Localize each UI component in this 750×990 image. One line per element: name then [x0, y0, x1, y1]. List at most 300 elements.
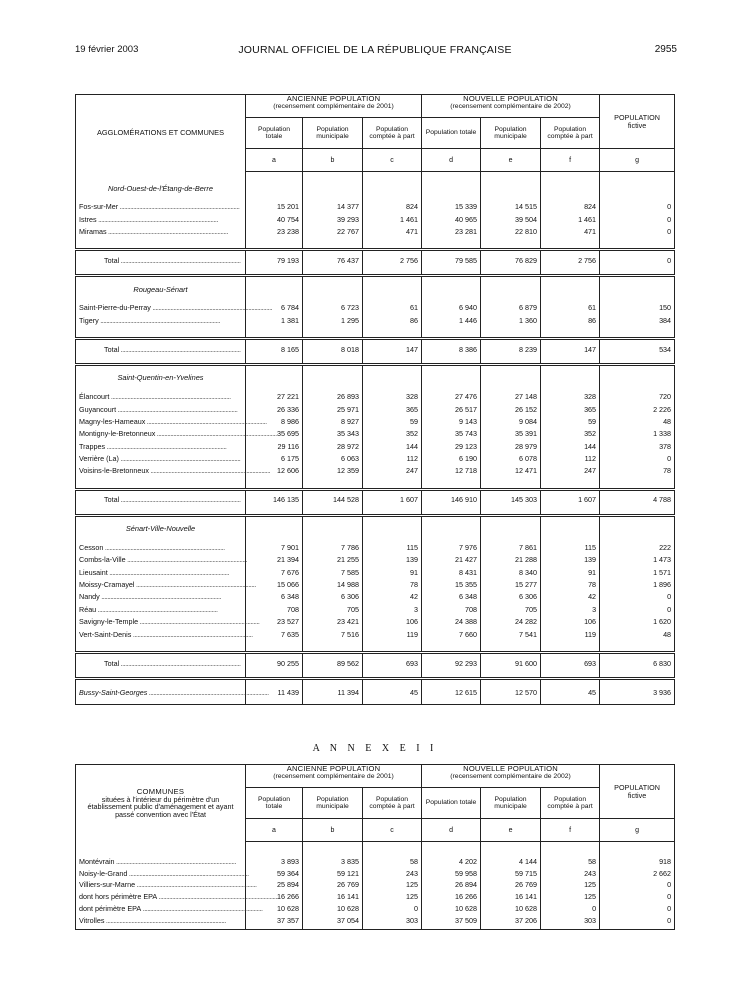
commune-name-cell: [76, 914, 246, 926]
value-cell-f: 352: [541, 428, 600, 440]
column-letter: g: [600, 149, 675, 172]
section-title-row: [76, 521, 675, 536]
section-title-row: [76, 181, 675, 196]
column-letter: a: [246, 149, 303, 172]
spacer-cell: [246, 370, 303, 385]
table-row: [76, 390, 675, 402]
value-cell-b: 37 054: [303, 914, 363, 926]
value-cell-g: 720: [600, 390, 675, 402]
value-cell-c: 139: [363, 554, 422, 566]
value-cell-c: 147: [363, 338, 422, 358]
population-table-1: [75, 94, 675, 705]
spacer-cell: [303, 370, 363, 385]
spacer-cell: [363, 700, 422, 704]
value-cell-c: 243: [363, 867, 422, 879]
leader-dots: ................................................................................: [105, 441, 227, 451]
value-cell-a: 10 628: [246, 903, 303, 915]
value-cell-d: 26 894: [422, 879, 481, 891]
value-cell-d: 8 386: [422, 338, 481, 358]
ancienne-population-header: [246, 765, 422, 788]
value-cell-b: 705: [303, 603, 363, 615]
leader-dots: ................................................................................: [98, 315, 220, 325]
value-cell-a: 23 238: [246, 225, 303, 237]
table-row: [76, 452, 675, 464]
spacer-row: [76, 842, 675, 856]
column-header-pop-totale: Population totale: [422, 788, 481, 819]
value-cell-g: 2 662: [600, 867, 675, 879]
commune-name: Montigny-le-Bretonneux: [79, 429, 156, 439]
value-cell-d: 12 718: [422, 465, 481, 477]
section-title-row: [76, 370, 675, 385]
value-cell-g: 0: [600, 591, 675, 603]
value-cell-a: 3 893: [246, 856, 303, 868]
value-cell-b: 16 141: [303, 891, 363, 903]
value-cell-g: 0: [600, 603, 675, 615]
value-cell-g: 1 896: [600, 578, 675, 590]
table-row: [76, 867, 675, 879]
spacer-cell: [481, 238, 541, 250]
commune-name: Réau: [79, 604, 97, 614]
commune-name: Total: [104, 255, 120, 265]
value-cell-g: 1 473: [600, 554, 675, 566]
leader-dots: ................................................................................: [104, 915, 226, 925]
value-cell-g: 1 620: [600, 616, 675, 628]
leader-dots: ................................................................................: [135, 880, 257, 890]
commune-name-cell: [76, 652, 246, 672]
spacer-cell: [363, 370, 422, 385]
value-cell-e: 6 879: [481, 302, 541, 314]
value-cell-d: 21 427: [422, 554, 481, 566]
value-cell-f: 45: [541, 684, 600, 700]
value-cell-a: 708: [246, 603, 303, 615]
value-cell-f: 1 461: [541, 213, 600, 225]
column-header-pop-municipale: Population municipale: [481, 118, 541, 149]
commune-name-cell: [76, 879, 257, 891]
leader-dots: ................................................................................: [96, 604, 218, 614]
value-cell-f: 365: [541, 403, 600, 415]
commune-name: Guyancourt: [79, 404, 117, 414]
value-cell-e: 26 152: [481, 403, 541, 415]
commune-name-cell: [76, 428, 277, 440]
commune-name: dont périmètre EPA: [79, 904, 142, 914]
commune-name-cell: [76, 591, 246, 603]
value-cell-e: 7 861: [481, 541, 541, 553]
spacer-cell: [76, 926, 246, 929]
value-cell-d: 10 628: [422, 903, 481, 915]
commune-name: Moissy-Cramayel: [79, 580, 135, 590]
value-cell-c: 119: [363, 628, 422, 640]
column-letter: d: [422, 819, 481, 842]
table-row: [76, 566, 675, 578]
spacer-row: [76, 326, 675, 338]
header-group-row: [76, 95, 675, 118]
leader-dots: ................................................................................: [118, 202, 240, 212]
value-cell-b: 26 893: [303, 390, 363, 402]
leader-dots: ................................................................................: [119, 344, 241, 354]
column-header-pop-totale: Population totale: [422, 118, 481, 149]
commune-name-cell: [76, 628, 253, 640]
value-cell-b: 21 255: [303, 554, 363, 566]
value-cell-f: 115: [541, 541, 600, 553]
commune-name: Trappes: [79, 441, 106, 451]
column-letter: f: [541, 149, 600, 172]
spacer-cell: [246, 181, 303, 196]
column-header-pop-apart: Population comptée à part: [541, 118, 600, 149]
spacer-cell: [422, 238, 481, 250]
spacer-cell: [246, 477, 303, 489]
section-title: Rougeau-Sénart: [76, 282, 246, 297]
value-cell-b: 6 723: [303, 302, 363, 314]
commune-name: Montévrain: [79, 856, 115, 866]
table-row: [76, 428, 675, 440]
commune-name: Magny-les-Hameaux: [79, 416, 146, 426]
value-cell-e: 8 340: [481, 566, 541, 578]
value-cell-e: 26 769: [481, 879, 541, 891]
column-header-pop-apart: Population comptée à part: [541, 788, 600, 819]
spacer-cell: [363, 326, 422, 338]
spacer-cell: [76, 326, 246, 338]
spacer-cell: [246, 640, 303, 652]
commune-name-cell: [76, 465, 271, 477]
value-cell-a: 6 175: [246, 452, 303, 464]
value-cell-f: 42: [541, 591, 600, 603]
commune-name: Vert-Saint-Denis: [79, 629, 132, 639]
value-cell-f: 61: [541, 302, 600, 314]
commune-name-cell: [76, 856, 246, 868]
value-cell-b: 35 343: [303, 428, 363, 440]
spacer-row: [76, 172, 675, 181]
value-cell-a: 40 754: [246, 213, 303, 225]
commune-name-cell: [76, 201, 246, 213]
spacer-cell: [541, 477, 600, 489]
value-cell-c: 45: [363, 684, 422, 700]
ancienne-title: ANCIENNE POPULATION: [286, 94, 381, 103]
value-cell-a: 8 165: [246, 338, 303, 358]
value-cell-e: 28 979: [481, 440, 541, 452]
value-cell-g: 918: [600, 856, 675, 868]
header-group-row: [76, 765, 675, 788]
spacer-cell: [303, 926, 363, 929]
spacer-cell: [600, 926, 675, 929]
value-cell-g: 0: [600, 452, 675, 464]
value-cell-g: 78: [600, 465, 675, 477]
spacer-row: [76, 477, 675, 489]
value-cell-a: 90 255: [246, 652, 303, 672]
value-cell-a: 15 066: [246, 578, 303, 590]
value-cell-b: 12 359: [303, 465, 363, 477]
value-cell-c: 86: [363, 314, 422, 326]
commune-name: Cesson: [79, 542, 104, 552]
value-cell-g: 0: [600, 914, 675, 926]
value-cell-d: 27 476: [422, 390, 481, 402]
leader-dots: ................................................................................: [157, 892, 279, 902]
value-cell-g: 0: [600, 250, 675, 270]
commune-name: Combs-la-Ville: [79, 555, 126, 565]
value-cell-f: 125: [541, 879, 600, 891]
value-cell-a: 146 135: [246, 489, 303, 509]
value-cell-a: 6 784: [246, 302, 303, 314]
spacer-cell: [481, 282, 541, 297]
value-cell-b: 22 767: [303, 225, 363, 237]
value-cell-d: 146 910: [422, 489, 481, 509]
commune-name-cell: [76, 603, 246, 615]
column-letter: e: [481, 819, 541, 842]
value-cell-d: 15 339: [422, 201, 481, 213]
spacer-row: [76, 640, 675, 652]
value-cell-e: 7 541: [481, 628, 541, 640]
column-header-pop-apart: Population comptée à part: [363, 118, 422, 149]
spacer-cell: [303, 700, 363, 704]
table-row: [76, 879, 675, 891]
value-cell-g: 0: [600, 201, 675, 213]
commune-name-cell: [76, 684, 269, 700]
value-cell-e: 35 391: [481, 428, 541, 440]
value-cell-d: 26 517: [422, 403, 481, 415]
value-cell-a: 1 381: [246, 314, 303, 326]
value-cell-f: 3: [541, 603, 600, 615]
leader-dots: ................................................................................: [119, 495, 241, 505]
value-cell-b: 10 628: [303, 903, 363, 915]
spacer-cell: [363, 640, 422, 652]
spacer-cell: [303, 282, 363, 297]
leader-dots: ................................................................................: [99, 592, 222, 602]
value-cell-c: 0: [363, 903, 422, 915]
commune-name: dont hors périmètre EPA: [79, 892, 158, 902]
value-cell-d: 37 509: [422, 914, 481, 926]
value-cell-e: 1 360: [481, 314, 541, 326]
commune-name: Bussy-Saint-Georges: [79, 687, 148, 697]
value-cell-e: 6 078: [481, 452, 541, 464]
value-cell-f: 2 756: [541, 250, 600, 270]
spacer-cell: [363, 477, 422, 489]
value-cell-g: 1 338: [600, 428, 675, 440]
value-cell-c: 115: [363, 541, 422, 553]
spacer-cell: [541, 640, 600, 652]
spacer-cell: [600, 700, 675, 704]
total-row: [76, 489, 675, 509]
spacer-cell: [422, 700, 481, 704]
value-cell-g: 378: [600, 440, 675, 452]
value-cell-f: 59: [541, 415, 600, 427]
commune-name: Vitrolles: [79, 915, 105, 925]
value-cell-g: 0: [600, 879, 675, 891]
spacer-cell: [303, 238, 363, 250]
value-cell-e: 9 084: [481, 415, 541, 427]
column-header-pop-municipale: Population municipale: [481, 788, 541, 819]
table-row: [76, 403, 675, 415]
value-cell-b: 144 528: [303, 489, 363, 509]
spacer-cell: [363, 172, 422, 181]
value-cell-d: 4 202: [422, 856, 481, 868]
commune-name-cell: [76, 867, 249, 879]
value-cell-f: 1 607: [541, 489, 600, 509]
table-row: [76, 541, 675, 553]
spacer-cell: [422, 640, 481, 652]
value-cell-g: 0: [600, 903, 675, 915]
commune-name: Total: [104, 495, 120, 505]
leader-dots: ................................................................................: [131, 629, 253, 639]
spacer-cell: [481, 181, 541, 196]
spacer-cell: [541, 521, 600, 536]
first-column-header: [76, 765, 246, 842]
value-cell-b: 26 769: [303, 879, 363, 891]
table-row: [76, 684, 675, 700]
spacer-row: [76, 238, 675, 250]
nouvelle-population-header: [422, 95, 600, 118]
value-cell-c: 106: [363, 616, 422, 628]
value-cell-f: 147: [541, 338, 600, 358]
section-title: Sénart-Ville-Nouvelle: [76, 521, 246, 536]
value-cell-f: 125: [541, 891, 600, 903]
value-cell-d: 6 348: [422, 591, 481, 603]
value-cell-e: 12 471: [481, 465, 541, 477]
spacer-cell: [541, 172, 600, 181]
commune-name-cell: [76, 314, 246, 326]
value-cell-d: 92 293: [422, 652, 481, 672]
spacer-cell: [422, 842, 481, 856]
value-cell-c: 58: [363, 856, 422, 868]
spacer-cell: [541, 926, 600, 929]
value-cell-d: 8 431: [422, 566, 481, 578]
column-letter: d: [422, 149, 481, 172]
value-cell-f: 144: [541, 440, 600, 452]
leader-dots: ................................................................................: [127, 868, 249, 878]
commune-name: Lieusaint: [79, 567, 108, 577]
spacer-cell: [246, 172, 303, 181]
value-cell-d: 29 123: [422, 440, 481, 452]
commune-name: Noisy-le-Grand: [79, 868, 128, 878]
value-cell-a: 16 266: [246, 891, 303, 903]
spacer-cell: [600, 370, 675, 385]
spacer-cell: [481, 926, 541, 929]
value-cell-a: 27 221: [246, 390, 303, 402]
value-cell-f: 693: [541, 652, 600, 672]
spacer-cell: [600, 477, 675, 489]
table-row: [76, 225, 675, 237]
spacer-cell: [246, 238, 303, 250]
spacer-cell: [363, 282, 422, 297]
nouvelle-title: NOUVELLE POPULATION: [463, 94, 558, 103]
commune-name: Saint-Pierre-du-Perray: [79, 303, 151, 313]
spacer-cell: [600, 238, 675, 250]
total-row: [76, 652, 675, 672]
column-letter: e: [481, 149, 541, 172]
leader-dots: ................................................................................: [107, 567, 230, 577]
leader-dots: ................................................................................: [155, 429, 277, 439]
spacer-cell: [303, 521, 363, 536]
value-cell-d: 7 976: [422, 541, 481, 553]
spacer-cell: [422, 926, 481, 929]
value-cell-c: 247: [363, 465, 422, 477]
value-cell-e: 16 141: [481, 891, 541, 903]
spacer-cell: [422, 477, 481, 489]
leader-dots: ................................................................................: [106, 226, 228, 236]
spacer-cell: [600, 282, 675, 297]
value-cell-c: 824: [363, 201, 422, 213]
value-cell-e: 59 715: [481, 867, 541, 879]
value-cell-a: 7 901: [246, 541, 303, 553]
value-cell-g: 0: [600, 891, 675, 903]
column-header-pop-totale: Population totale: [246, 788, 303, 819]
commune-name-cell: [76, 616, 260, 628]
table-row: [76, 314, 675, 326]
spacer-cell: [481, 700, 541, 704]
spacer-cell: [363, 181, 422, 196]
table-row: [76, 903, 675, 915]
spacer-cell: [76, 700, 246, 704]
value-cell-c: 1 461: [363, 213, 422, 225]
table-row: [76, 465, 675, 477]
value-cell-d: 7 660: [422, 628, 481, 640]
leader-dots: ................................................................................: [114, 856, 236, 866]
value-cell-e: 37 206: [481, 914, 541, 926]
value-cell-e: 8 239: [481, 338, 541, 358]
commune-name: Total: [104, 658, 120, 668]
table-row: [76, 603, 675, 615]
spacer-cell: [541, 842, 600, 856]
value-cell-c: 91: [363, 566, 422, 578]
spacer-cell: [481, 842, 541, 856]
value-cell-f: 471: [541, 225, 600, 237]
value-cell-b: 8 927: [303, 415, 363, 427]
value-cell-b: 7 585: [303, 566, 363, 578]
spacer-cell: [246, 700, 303, 704]
nouvelle-subtitle: (recensement complémentaire de 2002): [450, 103, 571, 110]
commune-name-cell: [76, 250, 246, 270]
value-cell-f: 106: [541, 616, 600, 628]
section-title: Saint-Quentin-en-Yvelines: [76, 370, 246, 385]
spacer-cell: [303, 181, 363, 196]
value-cell-d: 708: [422, 603, 481, 615]
value-cell-g: 4 788: [600, 489, 675, 509]
commune-name-cell: [76, 440, 246, 452]
value-cell-b: 7 786: [303, 541, 363, 553]
value-cell-c: 328: [363, 390, 422, 402]
column-letter: b: [303, 819, 363, 842]
spacer-cell: [246, 326, 303, 338]
column-letter: c: [363, 149, 422, 172]
table-row: [76, 856, 675, 868]
spacer-cell: [303, 477, 363, 489]
leader-dots: ................................................................................: [103, 542, 225, 552]
value-cell-d: 1 446: [422, 314, 481, 326]
value-cell-b: 1 295: [303, 314, 363, 326]
value-cell-d: 79 585: [422, 250, 481, 270]
value-cell-c: 303: [363, 914, 422, 926]
value-cell-b: 7 516: [303, 628, 363, 640]
value-cell-c: 3: [363, 603, 422, 615]
commune-name-cell: [76, 541, 246, 553]
commune-name-cell: [76, 554, 246, 566]
value-cell-d: 6 940: [422, 302, 481, 314]
spacer-cell: [246, 842, 303, 856]
spacer-cell: [76, 640, 246, 652]
value-cell-e: 39 504: [481, 213, 541, 225]
commune-name: Verrière (La): [79, 454, 119, 464]
value-cell-e: 145 303: [481, 489, 541, 509]
value-cell-b: 25 971: [303, 403, 363, 415]
value-cell-e: 24 282: [481, 616, 541, 628]
spacer-cell: [76, 477, 246, 489]
spacer-cell: [541, 326, 600, 338]
spacer-cell: [246, 282, 303, 297]
commune-name-cell: [76, 225, 246, 237]
value-cell-c: 471: [363, 225, 422, 237]
leader-dots: ................................................................................: [145, 416, 267, 426]
first-column-header: [76, 95, 246, 172]
value-cell-g: 48: [600, 628, 675, 640]
value-cell-g: 222: [600, 541, 675, 553]
